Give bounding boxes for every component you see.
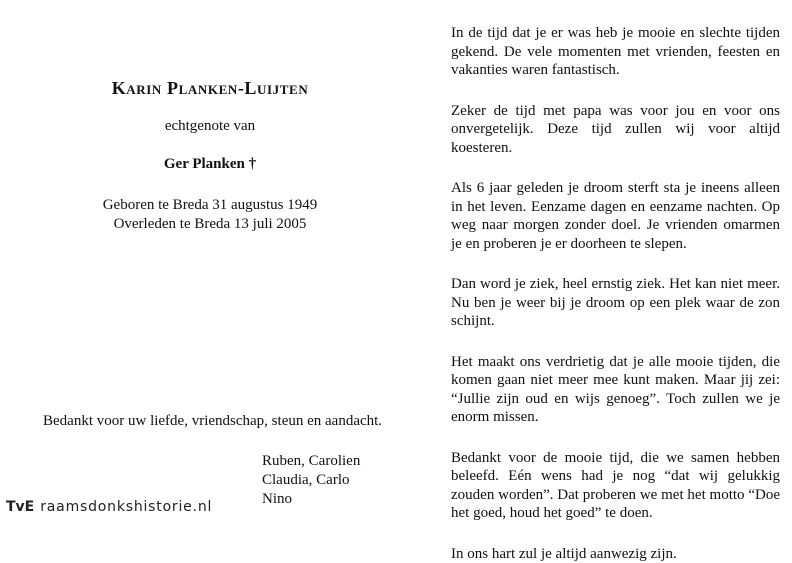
signer: Ruben, Carolien	[262, 452, 360, 471]
death-line: Overleden te Breda 13 juli 2005	[0, 216, 420, 233]
thanks-line: Bedankt voor uw liefde, vriendschap, steun en aandacht.	[43, 413, 382, 430]
poem-paragraph: In ons hart zul je altijd aanwezig zijn.	[451, 545, 780, 563]
relation-label: echtgenote van	[0, 118, 420, 135]
poem-paragraph: Dan word je ziek, heel ernstig ziek. Het kan niet meer. Nu ben je weer bij je droom op een plek waar de zon schijnt.	[451, 275, 780, 331]
poem-paragraph: Bedankt voor de mooie tijd, die we samen hebben beleefd. Eén wens had je nog “dat wij gelukkig zouden worden”. Dat proberen we met het motto “Doe het goed, houd het goed” te doen.	[451, 449, 780, 523]
poem-paragraph: Het maakt ons verdrietig dat je alle mooie tijden, die komen gaan niet meer mee kunt maken. Maar jij zei: “Jullie zijn oud en wijs genoeg”. Toch zullen we je enorm missen.	[451, 353, 780, 427]
birth-line: Geboren te Breda 31 augustus 1949	[0, 197, 420, 214]
poem-paragraph: Als 6 jaar geleden je droom sterft sta je ineens alleen in het leven. Eenzame dagen en eenzame nachten. Op weg naar morgen zonder doel. Je vrienden omarmen je en proberen je er doorheen te slepen.	[451, 179, 780, 253]
site-watermark	[6, 499, 212, 515]
card-right-panel	[451, 24, 780, 563]
watermark-brand: TvE	[6, 499, 34, 515]
signer: Nino	[262, 490, 360, 509]
spouse-name: Ger Planken †	[0, 156, 420, 173]
card-left-panel	[0, 0, 420, 519]
signers-list	[262, 452, 360, 509]
poem-paragraph: Zeker de tijd met papa was voor jou en voor ons onvergetelijk. Deze tijd zullen wij voor altijd koesteren.	[451, 102, 780, 158]
poem-paragraph: In de tijd dat je er was heb je mooie en slechte tijden gekend. De vele momenten met vrienden, feesten en vakanties waren fantastisch.	[451, 24, 780, 80]
deceased-name: Karin Planken-Luijten	[0, 78, 420, 99]
signer: Claudia, Carlo	[262, 471, 360, 490]
watermark-site: raamsdonkshistorie.nl	[40, 499, 212, 515]
